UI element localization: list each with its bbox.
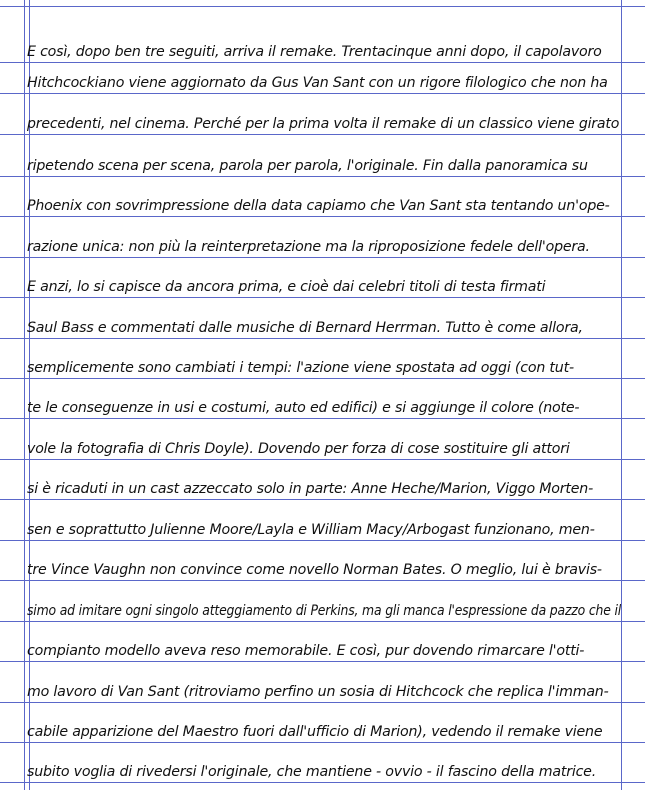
text-line: simo ad imitare ogni singolo atteggiamento di Perkins, ma gli manca l'espressione da pazzo che il: [27, 603, 621, 619]
text-line: Hitchcockiano viene aggiornato da Gus Van Sant con un rigore filologico che non ha: [27, 75, 608, 91]
text-line: subito voglia di rivedersi l'originale, che mantiene - ovvio - il fascino della matrice.: [27, 764, 597, 780]
text-line: E anzi, lo si capisce da ancora prima, e cioè dai celebri titoli di testa firmati: [27, 279, 546, 295]
margin-line: [621, 0, 622, 790]
text-line: precedenti, nel cinema. Perché per la prima volta il remake di un classico viene girato: [27, 116, 620, 132]
text-line: compianto modello aveva reso memorabile. E così, pur dovendo rimarcare l'otti-: [27, 643, 585, 659]
text-line: cabile apparizione del Maestro fuori dall'ufficio di Marion), vedendo il remake viene: [27, 724, 603, 740]
rule-line: [0, 6, 645, 7]
text-line: tre Vince Vaughn non convince come novello Norman Bates. O meglio, lui è bravis-: [27, 562, 602, 578]
text-line: mo lavoro di Van Sant (ritroviamo perfino un sosia di Hitchcock che replica l'imman-: [27, 684, 609, 700]
margin-line: [24, 0, 25, 790]
text-line: E così, dopo ben tre seguiti, arriva il remake. Trentacinque anni dopo, il capolavoro: [27, 44, 602, 60]
text-line: si è ricaduti in un cast azzeccato solo in parte: Anne Heche/Marion, Viggo Morten-: [27, 481, 594, 497]
text-line: ripetendo scena per scena, parola per parola, l'originale. Fin dalla panoramica su: [27, 158, 588, 174]
text-line: Phoenix con sovrimpressione della data capiamo che Van Sant sta tentando un'ope-: [27, 198, 610, 214]
text-line: vole la fotografia di Chris Doyle). Dovendo per forza di cose sostituire gli attori: [27, 441, 570, 457]
text-line: razione unica: non più la reinterpretazione ma la riproposizione fedele dell'opera.: [27, 239, 590, 255]
text-line: te le conseguenze in usi e costumi, auto ed edifici) e si aggiunge il colore (note-: [27, 400, 580, 416]
text-line: sen e soprattutto Julienne Moore/Layla e William Macy/Arbogast funzionano, men-: [27, 522, 595, 538]
text-line: Saul Bass e commentati dalle musiche di Bernard Herrman. Tutto è come allora,: [27, 320, 583, 336]
text-line: semplicemente sono cambiati i tempi: l'azione viene spostata ad oggi (con tut-: [27, 360, 574, 376]
